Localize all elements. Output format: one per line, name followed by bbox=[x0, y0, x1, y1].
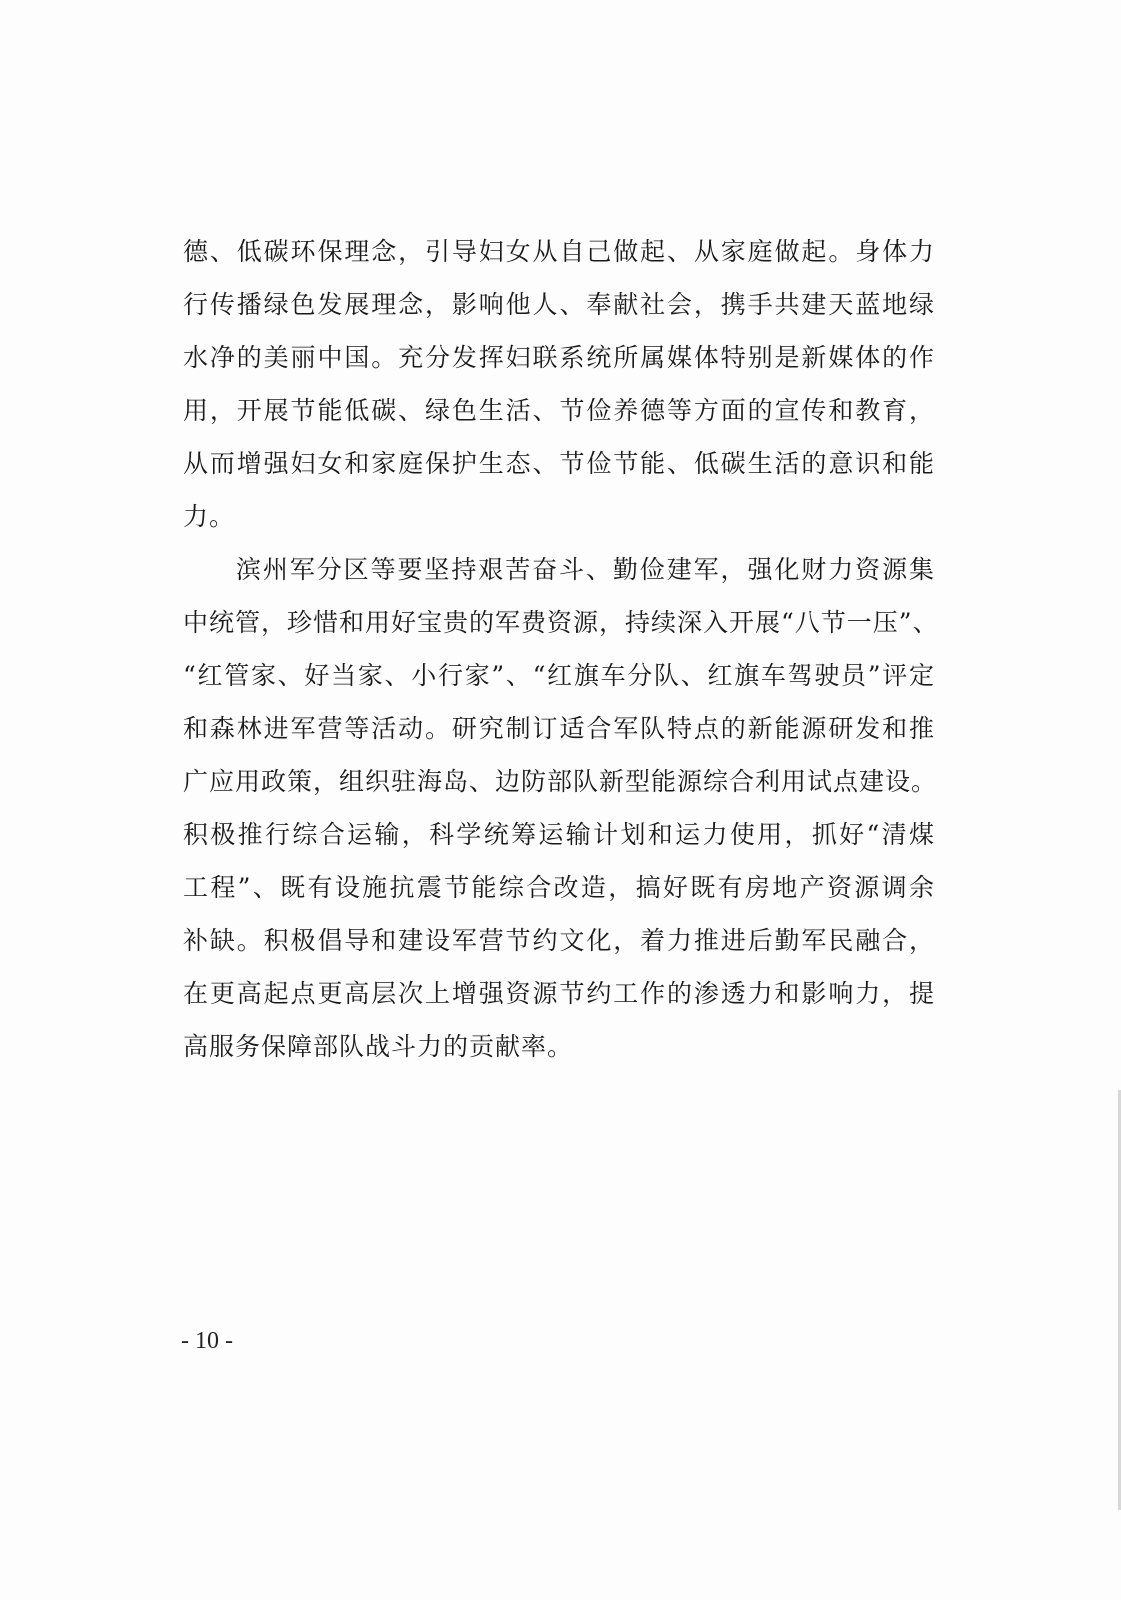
paragraph-2-line-6: 积极推行综合运输，科学统筹运输计划和运力使用，抓好“清煤 bbox=[183, 820, 935, 849]
paragraph-2-line-1: 滨州军分区等要坚持艰苦奋斗、勤俭建军，强化财力资源集 bbox=[236, 555, 935, 584]
paragraph-1-line-3: 水净的美丽中国。充分发挥妇联系统所属媒体特别是新媒体的作 bbox=[183, 343, 935, 372]
paragraph-2-line-3: “红管家、好当家、小行家”、“红旗车分队、红旗车驾驶员”评定 bbox=[183, 661, 935, 690]
paragraph-1-line-4: 用，开展节能低碳、绿色生活、节俭养德等方面的宣传和教育， bbox=[183, 396, 935, 425]
paragraph-2-line-8: 补缺。积极倡导和建设军营节约文化，着力推进后勤军民融合， bbox=[183, 926, 935, 955]
paragraph-2-line-2: 中统管，珍惜和用好宝贵的军费资源，持续深入开展“八节一压”、 bbox=[183, 608, 939, 637]
paragraph-2-line-5: 广应用政策，组织驻海岛、边防部队新型能源综合利用试点建设。 bbox=[183, 767, 938, 796]
paragraph-1-line-2: 行传播绿色发展理念，影响他人、奉献社会，携手共建天蓝地绿 bbox=[183, 290, 935, 319]
paragraph-2-line-9: 在更高起点更高层次上增强资源节约工作的渗透力和影响力，提 bbox=[183, 979, 935, 1008]
paragraph-2-line-4: 和森林进军营等活动。研究制订适合军队特点的新能源研发和推 bbox=[183, 714, 935, 743]
paragraph-1-line-1: 德、低碳环保理念，引导妇女从自己做起、从家庭做起。身体力 bbox=[183, 237, 935, 266]
paragraph-1-line-5: 从而增强妇女和家庭保护生态、节俭节能、低碳生活的意识和能 bbox=[183, 449, 935, 478]
paragraph-1-line-6: 力。 bbox=[183, 502, 236, 531]
paragraph-2-line-7: 工程”、既有设施抗震节能综合改造，搞好既有房地产资源调余 bbox=[183, 873, 935, 902]
paragraph-2-line-10: 高服务保障部队战斗力的贡献率。 bbox=[183, 1032, 574, 1061]
page-number: - 10 - bbox=[181, 1328, 233, 1354]
